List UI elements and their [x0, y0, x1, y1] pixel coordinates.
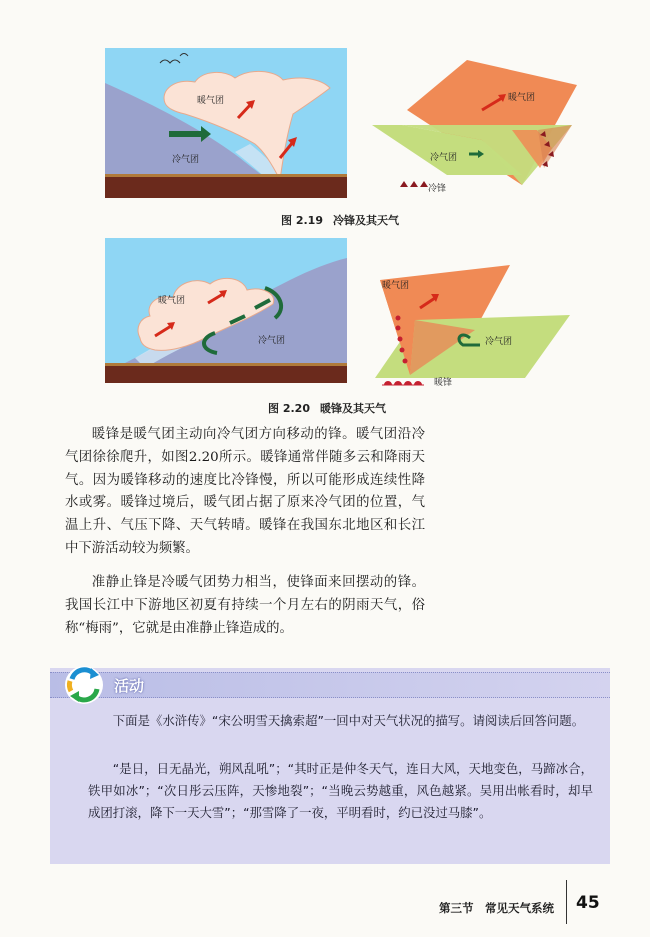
cold-front-cross-section — [105, 48, 347, 198]
activity-intro: 下面是《水浒传》“宋公明雪天擒索超”一回中对天气状况的描写。请阅读后回答问题。 — [112, 713, 585, 728]
activity-quote: “是日，日无晶光，朔风乱吼”；“其时正是仲冬天气，连日大风，天地变色，马蹄冰合，铁甲如冰”；“次日彤云压阵，天惨地裂”；“当晚云势越重，风色越紧。吴用出帐看时，却早成团打滚，降下一天大雪”；“那雪降了一夜，平明看时，约已没过马膝”。 — [88, 761, 593, 820]
warm-front-cold-air-label: 冷气团 — [258, 336, 286, 346]
activity-cycle-icon — [62, 663, 106, 707]
warm-front-block-warm-air-label: 暖气团 — [382, 281, 410, 291]
paragraph-warm-front: 暖锋是暖气团主动向冷气团方向移动的锋。暖气团沿冷气团徐徐爬升，如图2.20所示。暖锋通常伴随多云和降雨天气。因为暖锋移动的速度比冷锋慢，所以可能形成连续性降水或雾。暖锋过境后，暖气团占据了原来冷气团的位置，气温上升、气压下降、天气转晴。暖锋在我国东北地区和长江中下游活动较为频繁。 — [65, 427, 425, 556]
page-number: 45 — [576, 893, 600, 913]
warm-front-block-cold-air-label: 冷气团 — [485, 337, 513, 347]
cold-front-block-cold-air-label: 冷气团 — [430, 153, 458, 163]
warm-front-warm-air-label: 暖气团 — [158, 296, 186, 306]
cold-front-legend-label: 冷锋 — [428, 184, 447, 194]
activity-title: 活动 — [114, 677, 145, 695]
footer-section-title: 第三节 常见天气系统 — [439, 901, 554, 915]
cold-front-cold-air-label: 冷气团 — [172, 155, 200, 165]
warm-front-cross-section — [105, 238, 347, 383]
paragraph-stationary-front: 准静止锋是冷暖气团势力相当，使锋面来回摆动的锋。我国长江中下游地区初夏有持续一个月左右的阴雨天气，俗称“梅雨”，它就是由准静止锋造成的。 — [65, 575, 425, 636]
figure-2-19-caption — [281, 212, 399, 228]
figure-2-20-caption — [268, 400, 386, 416]
cold-front-block-warm-air-label: 暖气团 — [508, 93, 536, 103]
figure-2-19-number: 图 2.19 — [281, 214, 323, 227]
cold-front-warm-air-label: 暖气团 — [197, 96, 225, 106]
figure-2-20-number: 图 2.20 — [268, 402, 310, 415]
cold-front-block-diagram — [372, 50, 577, 190]
warm-front-legend-label: 暖锋 — [434, 378, 453, 388]
figure-2-19-title: 冷锋及其天气 — [332, 214, 399, 227]
warm-front-legend-symbol — [382, 376, 424, 386]
footer-divider — [566, 880, 567, 924]
figure-2-20-title: 暖锋及其天气 — [319, 402, 386, 415]
